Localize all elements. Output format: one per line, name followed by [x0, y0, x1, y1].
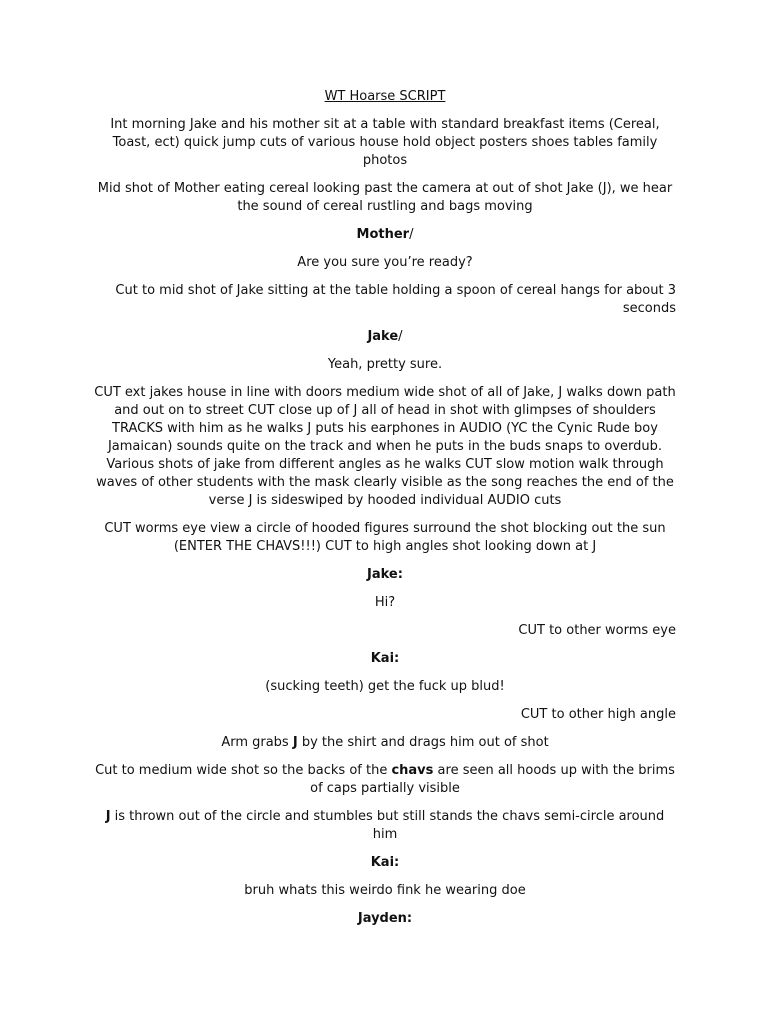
scene-description: CUT ext jakes house in line with doors medium wide shot of all of Jake, J walks down path and out on to street CUT close up of J all of head in shot with glimpses of shoulders TRACKS with him as he walks J puts his earphones in AUDIO (YC the Cynic Rude boy Jamaican) sounds quite on the track and when he puts in the buds snaps to overdub. Various shots of jake from different angles as he walks CUT slow motion walk through waves of other students with the mask clearly visible as the song reaches the end of the verse J is sideswiped by hooded individual AUDIO cuts: [94, 385, 676, 508]
character-ref: J: [292, 735, 298, 750]
camera-direction: CUT to other high angle: [520, 707, 676, 722]
dialogue-line: bruh whats this weirdo fink he wearing doe: [244, 883, 526, 898]
text-run: Cut to medium wide shot so the backs of the: [95, 763, 392, 778]
character-name: [94, 328, 676, 346]
dialogue-line: Are you sure you’re ready?: [297, 255, 473, 270]
character-name: Kai:: [370, 651, 400, 666]
scene-description: Mid shot of Mother eating cereal looking past the camera at out of shot Jake (J), we hear the sound of cereal rustling and bags moving: [97, 181, 673, 214]
text-run: Arm grabs: [221, 735, 293, 750]
script-body: [94, 88, 676, 938]
text-run: are seen all hoods up with the brims of caps partially visible: [310, 763, 675, 796]
dialogue-line: Yeah, pretty sure.: [327, 357, 443, 372]
dialogue-line: Hi?: [374, 595, 396, 610]
character-name: Jake:: [367, 567, 403, 582]
character-name: [94, 226, 676, 244]
character-jake: Jake: [367, 329, 399, 344]
scene-description: Int morning Jake and his mother sit at a table with standard breakfast items (Cereal, Toast, ect) quick jump cuts of various house hold object posters shoes tables family photos: [110, 117, 660, 168]
script-title-text: WT Hoarse SCRIPT: [324, 89, 446, 104]
script-title: [94, 88, 676, 106]
scene-description: [94, 808, 676, 844]
dialogue-line: (sucking teeth) get the fuck up blud!: [265, 679, 505, 694]
character-ref: J: [105, 809, 111, 824]
camera-direction: CUT to other worms eye: [518, 623, 676, 638]
character-name: Jayden:: [357, 911, 413, 926]
scene-description: [94, 734, 676, 752]
name-slash: /: [398, 329, 403, 344]
character-ref: chavs: [391, 763, 434, 778]
character-mother: Mother: [356, 227, 410, 242]
scene-description: [94, 762, 676, 798]
name-slash: /: [409, 227, 414, 242]
character-name: Kai:: [370, 855, 400, 870]
text-run: is thrown out of the circle and stumbles but still stands the chavs semi-circle around him: [110, 809, 665, 842]
scene-description: Cut to mid shot of Jake sitting at the table holding a spoon of cereal hangs for about 3 seconds: [115, 283, 676, 316]
scene-description: CUT worms eye view a circle of hooded figures surround the shot blocking out the sun (ENTER THE CHAVS!!!) CUT to high angles shot looking down at J: [104, 521, 666, 554]
text-run: by the shirt and drags him out of shot: [297, 735, 549, 750]
